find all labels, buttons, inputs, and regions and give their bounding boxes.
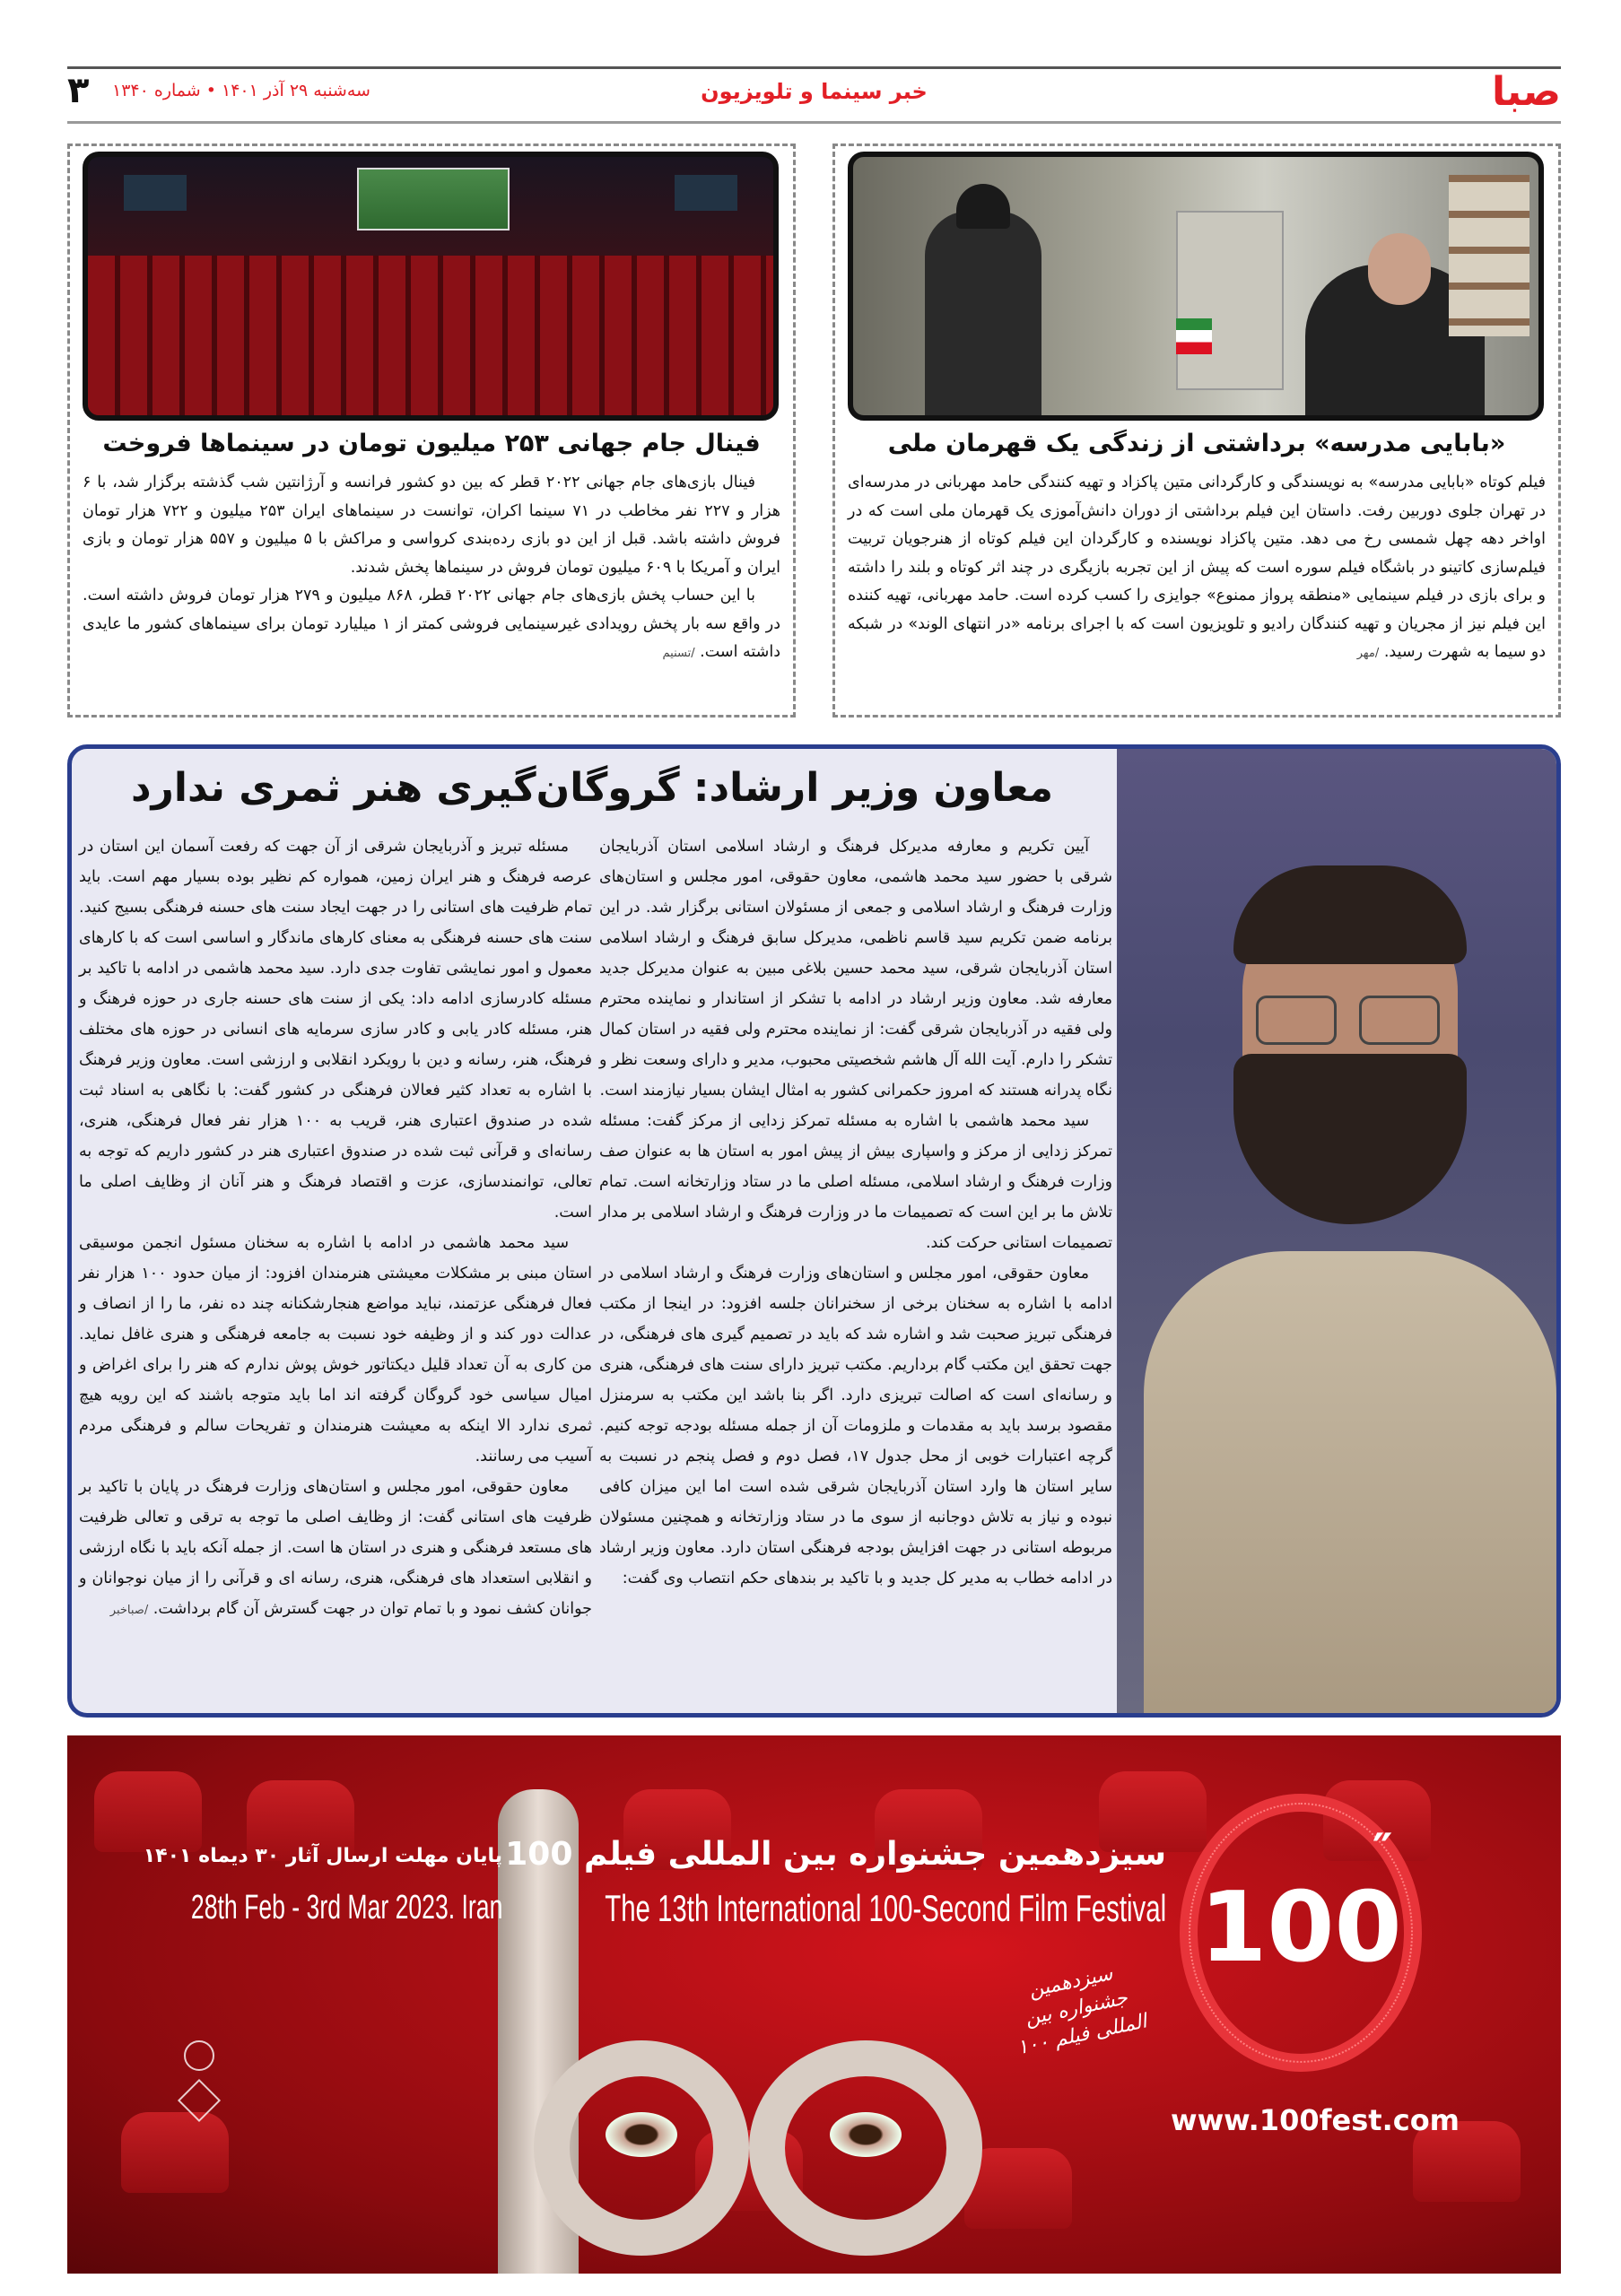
festival-url-link[interactable]: www.100fest.com (1171, 2103, 1460, 2137)
side-screen-right (675, 175, 737, 211)
newspaper-logo: صبا (1492, 69, 1561, 115)
glasses-right (1359, 996, 1440, 1045)
story-body (83, 469, 780, 668)
story-body (848, 469, 1546, 668)
article-column-left (79, 831, 592, 1709)
story-paragraph (83, 582, 780, 668)
beard (1233, 1054, 1467, 1224)
cinema-screen (357, 168, 510, 230)
eye-right (830, 2112, 902, 2157)
article-text: معاون حقوقی، امور مجلس و استان‌های وزارت فرهنگ در پایان با تاکید بر ظرفیت های استانی گفت: از وظایف اصلی ما توجه به ترقی و تعالی ظرفیت های مستعد فرهنگی و هنری در استان ها است. از جمله آنکه باید با نگاه ارزشی و انقلابی استعداد های فرهنگی، هنری، رسانه ای و قرآنی را از میان نوجوانان و جوانان کشف نمود و با تمام توان در جهت گسترش آن گام برداشت. (79, 1478, 592, 1618)
article-paragraph: سید محمد هاشمی در ادامه با اشاره به سخنان مسئول انجمن موسیقی استان مبنی بر مشکلات معیشتی هنرمندان افزود: از میان حدود ۱۰۰ هزار نفر فعال فرهنگی عزتمند، نباید مواضع هنجارشکنانه چند ده نفر، ما را از انصاف و عدالت دور کند و از وظیفه خود نسبت به جامعه فرهنگی و هنری غافل نماید. من کاری به آن تعداد قلیل دیکتاتور خوش پوش ندارم که هنر را برای اغراض و امیال سیاسی خود گروگان گرفته اند اما باید متوجه باشند که این رویه هیچ ثمری ندارد الا اینکه به معیشت هنرمندان و تفریحات سالم و فرهنگی مردم آسیب می رسانند. (79, 1234, 593, 1465)
official-portrait-photo (1117, 749, 1556, 1713)
article-paragraph: معاون حقوقی، امور مجلس و استان‌های وزارت فرهنگ و ارشاد اسلامی در ادامه با اشاره به سخنان برخی از سخنرانان جلسه افزود: در اینجا از مکتب فرهنگی تبریز صحبت شد و اشاره شد که باید در تصمیم گیری های فرهنگی، در جهت تحقق این مکتب گام برداریم. مکتب تبریز دارای سنت های فرهنگی، هنری و رسانه‌ای است که اصالت تبریزی دارد. اگر بنا باشد این مکتب به سرمنزل مقصود برسد باید به مقدمات و ملزومات آن از جمله مسئله بودجه توجه کنیم. گرچه اعتبارات خوبی از محل جدول ۱۷، فصل دوم و فصل پنجم در نسبت به سایر استان ها وارد استان آذربایجان شرقی شده است اما این میزان کافی نبوده و نیاز به تلاش دوجانبه از سوی ما در ستاد وزارتخانه و همچنین مسئولان مربوطه استانی در جهت افزایش بودجه فرهنگی استان دارد. معاون وزیر ارشاد در ادامه خطاب به مدیر کل جدید و با تاکید بر بندهای حکم انتصاب وی گفت: (599, 1265, 1112, 1587)
story-source: /مهر (1356, 647, 1380, 660)
story-source: /تسنیم (662, 647, 695, 660)
eye-left (606, 2112, 677, 2157)
header-rule (67, 121, 1561, 124)
story-text: با این حساب پخش بازی‌های جام جهانی ۲۰۲۲ قطر، ۸۶۸ میلیون و ۲۷۹ هزار تومان فروش داشته است. در واقع سه بار پخش رویدادی غیرسینمایی فروشی کمتر از ۱ میلیارد تومان برای سینماهای کشور ما عایدی داشته است. (83, 587, 780, 661)
film-still-photo (848, 152, 1544, 421)
bookshelf (1449, 175, 1529, 336)
sponsor-logo-icon (184, 2040, 214, 2071)
article-paragraph (79, 1472, 592, 1626)
side-screen-left (124, 175, 187, 211)
hair (1233, 865, 1467, 964)
ad-dates: 28th Feb - 3rd Mar 2023. Iran (190, 1889, 502, 1926)
ad-title-fa: سیزدهمین جشنواره بین المللی فیلم 100 (505, 1836, 1166, 1873)
page-header (67, 70, 1561, 122)
article-source: /صباخبر (109, 1604, 149, 1617)
article-paragraph: سید محمد هاشمی با اشاره به مسئله تمرکز زدایی از مرکز گفت: مسئله تمرکز زدایی از مرکز و واسپاری بیش از پیش امور به استان ها به عنوان صف وزارت فرهنگ و ارشاد اسلامی، مسئله اصلی ما در ستاد وزارتخانه است. تمام تلاش ما بر این است که تصمیمات ما در وزارت فرهنگ و ارشاد اسلامی بر مدار تصمیمات استانی حرکت کند. (599, 1112, 1112, 1252)
flag (1176, 318, 1212, 354)
story-world-cup-final (67, 144, 796, 718)
jacket (1144, 1251, 1556, 1713)
section-title: خبر سینما و تلویزیون (701, 79, 928, 104)
glasses-left (1256, 996, 1337, 1045)
top-rule (67, 66, 1561, 69)
article-headline: معاون وزیر ارشاد: گروگان‌گیری هنر ثمری ندارد (130, 765, 1054, 811)
cinema-audience-photo (83, 152, 779, 421)
story-title: فینال جام جهانی ۲۵۳ میلیون تومان در سینماها فروخت (102, 430, 761, 457)
article-column-right (599, 831, 1112, 1709)
actor-face (1368, 233, 1431, 305)
article-paragraph: مسئله تبریز و آذربایجان شرقی از آن جهت که رفعت آسمان این استان در عرصه فرهنگ و هنر ایران زمین، همواره کم نظیر بوده بسیار مهم است. باید تمام ظرفیت های استانی را در جهت ایجاد سنت های حسنه فرهنگی بسیج کنید. سنت های حسنه فرهنگی به معنای کارهای ماندگار و اساسی است که با کارهای معمول و امور نمایشی تفاوت جدی دارد. سید محمد هاشمی در ادامه با تاکید بر مسئله کادرسازی ادامه داد: یکی از سنت های حسنه جاری در حوزه فرهنگ و هنر، مسئله کادر یابی و کادر سازی سرمایه های انسانی در حوزه های مختلف فرهنگ، هنر، رسانه و دین با رویکرد انقلابی و ارزشی است. معاون وزیر فرهنگ با اشاره به تعداد کثیر فعالان فرهنگی در کشور گفت: با نگاهی به اسناد ثبت شده در صندوق اعتباری هنر، قریب به ۱۰۰ هزار نفر فعال فرهنگی، هنری، رسانه‌ای و قرآنی ثبت شده در صندوق اعتباری هنر در کشور داریم که توجه به تعالی، توانمندسازی، عزت و اقتصاد فرهنگ و هنر آنان از وظایف اصلی ما است. (79, 838, 592, 1222)
ad-deadline: پایان مهلت ارسال آثار ۳۰ دیماه ۱۴۰۱ (143, 1845, 502, 1867)
dateline: سه‌شنبه ۲۹ آذر ۱۴۰۱ • شماره ۱۳۴۰ (112, 81, 370, 100)
seconds-mark: ″ (1373, 1824, 1393, 1876)
festival-calligraphy-logo: سیزدهمین جشنواره بین المللی فیلم ۱۰۰ (1015, 1962, 1149, 2060)
page-number: ۳ (67, 70, 90, 111)
festival-ad-banner[interactable] (67, 1735, 1561, 2274)
festival-badge-100: 100 (1199, 1872, 1402, 1984)
story-text: فیلم کوتاه «بابایی مدرسه» به نویسندگی و کارگردانی متین پاکزاد و تهیه کنندگی حامد مهربانی در مدرسه‌ای در تهران جلوی دوربین رفت. داستان این فیلم برداشتی از دوران دانش‌آموزی یک قهرمان ملی است که در اواخر دهه چهل شمسی رخ می دهد. متین پاکزاد نویسنده و کارگردان این فیلم کوتاه از هنرجویان تربیت فیلم‌سازی کاتینو در باشگاه فیلم سوره است که پیش از این تجربه بازیگری در چند اثر کوتاه و بلند را داشته و برای بازی در فیلم سینمایی «منطقه پرواز ممنوع» جوایزی را کسب کرده است. حامد مهربانی، تهیه کننده این فیلم نیز از مجریان و تهیه کنندگان رادیو و تلویزیون است که با اجرای برنامه «در انتهای الوند» در شبکه دو سیما به شهرت رسید. (848, 474, 1546, 661)
story-title: «بابایی مدرسه» برداشتی از زندگی یک قهرمان ملی (887, 430, 1506, 457)
ad-title-en: The 13th International 100-Second Film Festival (605, 1887, 1166, 1929)
cinema-seats (88, 256, 773, 415)
cabinet (1176, 211, 1284, 390)
story-paragraph: فینال بازی‌های جام جهانی ۲۰۲۲ قطر که بین دو کشور فرانسه و آرژانتین شب گذشته برگزار شد، با ۶ هزار و ۲۲۷ نفر مخاطب در ۷۱ سینما اکران، توانست در سینماهای ایران ۲۵۳ میلیون و ۷۲۲ هزار تومان فروش داشته باشد. قبل از این دو بازی رده‌بندی کرواسی و مراکش با ۵ میلیون و ۵۵۷ هزار تومان و بازی ایران و آمریکا با ۶۰۹ میلیون تومان فروش در سینماها پخش شدند. (83, 474, 781, 577)
story-babaei-madreseh (832, 144, 1561, 718)
article-paragraph: آیین تکریم و معارفه مدیرکل فرهنگ و ارشاد اسلامی استان آذربایجان شرقی با حضور سید محمد هاشمی، معاون حقوقی، امور مجلس و استان‌های وزارت فرهنگ و ارشاد اسلامی و جمعی از مسئولان استانی برگزار شد. در این برنامه ضمن تکریم سید قاسم ناظمی، مدیرکل سابق فرهنگ و ارشاد اسلامی استان آذربایجان شرقی، سید محمد حسین بلاغی مبین به عنوان مدیرکل جدید معارفه شد. معاون وزیر ارشاد در ادامه با تشکر از استاندار و نماینده محترم ولی فقیه در آذربایجان شرقی گفت: از نماینده محترم ولی فقیه در استان کمال تشکر را دارم. آیت الله آل هاشم شخصیتی محبوب، مدیر و دارای وسعت نظر و نگاه پدرانه هستند که امروز حکمرانی کشور به امثال ایشان بسیار نیازمند است. (599, 838, 1112, 1100)
main-article (67, 744, 1561, 1718)
actor-figure (925, 211, 1041, 421)
actor-hat (956, 184, 1010, 229)
